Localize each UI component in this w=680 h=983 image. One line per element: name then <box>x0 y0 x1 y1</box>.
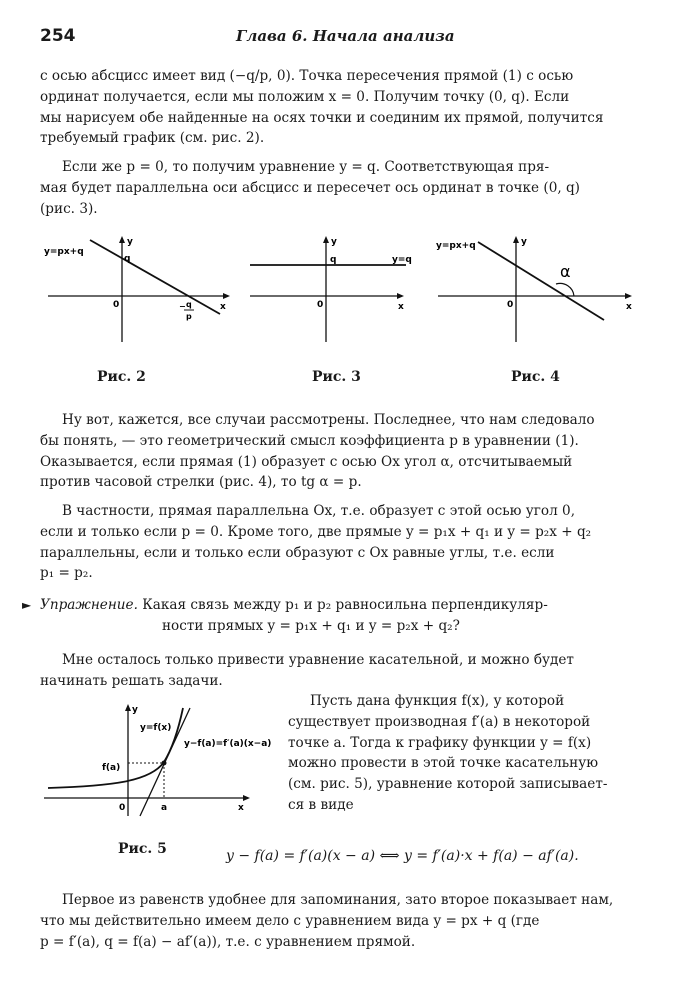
angle-arc <box>556 283 574 296</box>
text-line: параллельны, если и только если образуют с Ox равные углы, т.е. если <box>40 544 555 561</box>
x-axis-label: x <box>626 302 632 312</box>
tangency-point <box>162 761 167 766</box>
figure-3-caption: Рис. 3 <box>312 369 361 385</box>
root-sign: − <box>179 302 186 311</box>
curve-label: y=f(x) <box>140 723 172 733</box>
y-axis-label: y <box>127 237 133 247</box>
exercise-text: Какая связь между p₁ и p₂ равносильна перпендикуляр- <box>142 597 548 613</box>
figure-4-caption: Рис. 4 <box>511 369 560 385</box>
text-line: p₁ = p₂. <box>40 565 93 582</box>
text-line: с осью абсцисс имеет вид (−q/p, 0). Точка пересечения прямой (1) с осью <box>40 68 574 84</box>
y-axis-arrow <box>513 236 519 243</box>
y-axis-arrow <box>125 704 131 711</box>
text-line: Если же p = 0, то получим уравнение y = q. Соответствующая пря- <box>62 159 550 175</box>
figure-5-caption: Рис. 5 <box>118 841 167 857</box>
text-line: p = f′(a), q = f(a) − af′(a)), т.е. с уравнением прямой. <box>40 933 416 950</box>
q-label: q <box>330 255 337 265</box>
origin-label: 0 <box>317 300 324 310</box>
text-line: бы понять, — это геометрический смысл коэффициента p в уравнении (1). <box>40 432 579 449</box>
exercise-marker: ► <box>22 598 32 612</box>
text-line: существует производная f′(a) в некоторой <box>288 713 591 730</box>
text-line: Мне осталось только привести уравнение касательной, и можно будет <box>62 652 574 668</box>
q-label: q <box>124 254 131 264</box>
paragraph-parallel-lines <box>40 501 640 584</box>
text-line: (рис. 3). <box>40 200 98 217</box>
text-line: мая будет параллельна оси абсцисс и пересечет ось ординат в точке (0, q) <box>40 179 580 196</box>
line-label: y=px+q <box>44 247 84 257</box>
tangent-equation: y − f(a) = f′(a)(x − a) ⟺ y = f′(a)·x + f(a) − af′(a). <box>226 848 579 864</box>
page-number: 254 <box>40 26 76 46</box>
origin-label: 0 <box>113 300 120 310</box>
text-line: начинать решать задачи. <box>40 672 223 689</box>
text-line: мы нарисуем обе найденные на осях точки и соединим их прямой, получится <box>40 109 604 126</box>
text-line: против часовой стрелки (рис. 4), то tg α = p. <box>40 474 362 491</box>
paragraph-tangent-setup <box>288 691 640 816</box>
text-line: ся в виде <box>288 796 354 813</box>
text-line: В частности, прямая параллельна Ox, т.е. образует с этой осью угол 0, <box>62 503 576 519</box>
exercise-label: Упражнение. <box>40 597 138 613</box>
figure-3-graph <box>242 232 442 347</box>
y-axis-label: y <box>521 237 527 247</box>
text-line: Первое из равенств удобнее для запоминания, зато второе показывает нам, <box>62 892 614 908</box>
x-axis-label: x <box>398 302 404 312</box>
y-axis-label: y <box>331 237 337 247</box>
line-y-px-q <box>478 242 604 320</box>
x-axis-arrow <box>625 293 632 299</box>
text-line: Ну вот, кажется, все случаи рассмотрены. Последнее, что нам следовало <box>62 412 595 428</box>
function-curve <box>48 708 183 788</box>
figure-5-graph <box>40 700 272 820</box>
y-axis-arrow <box>119 236 125 243</box>
x-axis-arrow <box>397 293 404 299</box>
paragraph-line-intercepts <box>40 66 640 149</box>
line-label: y=q <box>392 255 412 265</box>
text-line: Оказывается, если прямая (1) образует с осью Ox угол α, отсчитываемый <box>40 453 573 470</box>
y-axis-label: y <box>132 705 138 715</box>
a-label: a <box>161 803 168 813</box>
root-numerator: q <box>186 300 192 309</box>
text-line: точке a. Тогда к графику функции y = f(x) <box>288 734 592 751</box>
x-axis-arrow <box>243 795 250 801</box>
paragraph-tangent-intro <box>40 650 640 692</box>
text-line: требуемый график (см. рис. 2). <box>40 130 265 147</box>
figure-2-caption: Рис. 2 <box>97 369 146 385</box>
text-line: что мы действительно имеем дело с уравнением вида y = px + q (где <box>40 912 540 929</box>
text-line: ординат получается, если мы положим x = 0. Получим точку (0, q). Если <box>40 88 570 105</box>
x-axis-label: x <box>220 302 226 312</box>
angle-label: α <box>560 262 571 281</box>
paragraph-horizontal-line <box>40 157 640 219</box>
x-axis-label: x <box>238 803 244 813</box>
y-axis-arrow <box>323 236 329 243</box>
tangent-label: y−f(a)=f′(a)(x−a) <box>184 739 272 749</box>
text-line: (см. рис. 5), уравнение которой записывает- <box>288 776 608 793</box>
root-denominator: p <box>186 312 192 321</box>
exercise-text: ности прямых y = p₁x + q₁ и y = p₂x + q₂? <box>162 617 460 634</box>
fa-label: f(a) <box>102 763 121 773</box>
text-line: можно провести в этой точке касательную <box>288 755 599 772</box>
line-label: y=px+q <box>436 241 476 251</box>
line-y-px-q <box>90 240 220 314</box>
x-axis-arrow <box>223 293 230 299</box>
figure-4-graph <box>432 232 642 347</box>
paragraph-slope-meaning <box>40 410 640 493</box>
paragraph-conclusion <box>40 890 640 952</box>
chapter-title: Глава 6. Начала анализа <box>236 27 455 45</box>
text-line: если и только если p = 0. Кроме того, две прямые y = p₁x + q₁ и y = p₂x + q₂ <box>40 523 592 540</box>
text-line: Пусть дана функция f(x), у которой <box>310 693 565 709</box>
exercise-block <box>40 595 640 637</box>
origin-label: 0 <box>507 300 514 310</box>
origin-label: 0 <box>119 803 126 813</box>
figure-2-graph <box>40 232 240 347</box>
